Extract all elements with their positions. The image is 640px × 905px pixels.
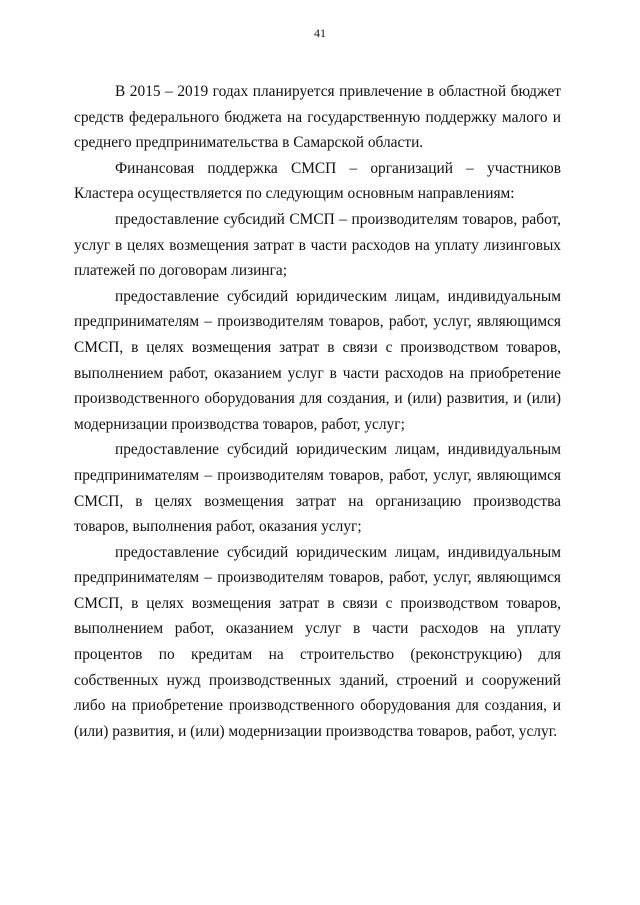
paragraph-organization-subsidies: предоставление субсидий юридическим лицам, индивидуальным предпринимателям – производителям товаров, работ, услуг, являющимся СМСП, в целях возмещения затрат на организацию производства товаров, выполнения работ, оказания услуг;: [74, 441, 561, 536]
paragraph-budget-funding: В 2015 – 2019 годах планируется привлечение в областной бюджет средств федерального бюджета на государственную поддержку малого и среднего предпринимательства в Самарской области.: [74, 83, 561, 152]
paragraph-support-directions: Финансовая поддержка СМСП – организаций – участников Кластера осуществляется по следующим основным направлениям:: [74, 159, 561, 203]
paragraph-credit-interest-subsidies: предоставление субсидий юридическим лицам, индивидуальным предпринимателям – производителям товаров, работ, услуг, являющимся СМСП, в целях возмещения затрат в связи с производством товаров, выполнением работ, оказанием услуг в части расходов на уплату процентов по кредитам на строительство (реконструкцию) для собственных нужд производственных зданий, строений и сооружений либо на приобретение производственного оборудования для создания, и (или) развития, и (или) модернизации производства товаров, работ, услуг.: [74, 543, 561, 740]
paragraph-leasing-subsidies: предоставление субсидий СМСП – производителям товаров, работ, услуг в целях возмещения затрат в части расходов на уплату лизинговых платежей по договорам лизинга;: [74, 210, 561, 280]
page-number: 41: [314, 26, 326, 40]
document-body: [74, 79, 561, 744]
paragraph-equipment-subsidies: предоставление субсидий юридическим лицам, индивидуальным предпринимателям – производителям товаров, работ, услуг, являющимся СМСП, в целях возмещения затрат в связи с производством товаров, выполнением работ, оказанием услуг в части расходов на приобретение производственного оборудования для создания, и (или) развития, и (или) модернизации производства товаров, работ, услуг;: [74, 287, 561, 433]
